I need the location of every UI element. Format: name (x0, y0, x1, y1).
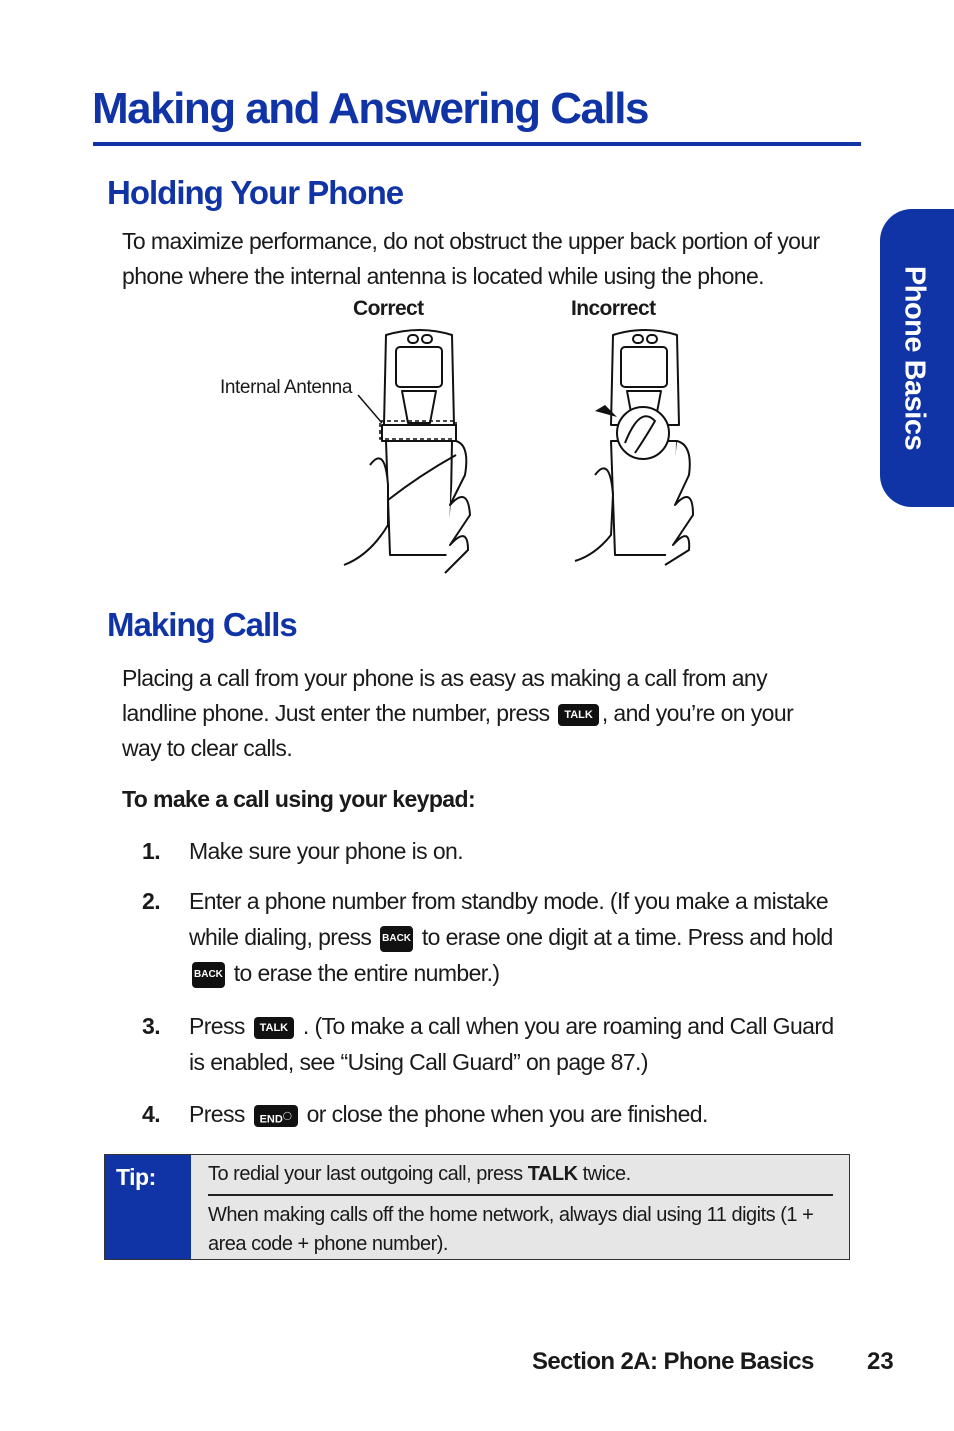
step-text-part: or close the phone when you are finished. (306, 1101, 708, 1127)
step-text-part: Enter a phone number from standby mode. (If you make a mistake while dialing, press (189, 888, 829, 950)
step-4 (142, 1096, 842, 1132)
tip-divider (208, 1194, 833, 1196)
step-text-part: Press (189, 1101, 245, 1127)
back-key-icon: BACK (380, 926, 413, 952)
keypad-instructions-lead: To make a call using your keypad: (122, 786, 476, 812)
tip-line-1 (208, 1160, 836, 1189)
tip-label-cell (105, 1155, 191, 1259)
tip-line-2: When making calls off the home network, always dial using 11 digits (1 + area code + phone number). (208, 1204, 814, 1255)
tip-text: twice. (582, 1163, 631, 1185)
step-3 (142, 1008, 842, 1080)
footer-page-number: 23 (867, 1348, 894, 1375)
making-calls-body-start: Placing a call from your phone is as easy as making a call from any landline phone. Just enter the number, press (122, 665, 768, 726)
step-text-part: to erase the entire number.) (233, 960, 500, 986)
holding-heading: Holding Your Phone (107, 174, 404, 211)
step-number: 4. (142, 1101, 160, 1127)
making-calls-body-end: , and you’re on your way to clear calls. (122, 700, 794, 761)
step-text (189, 1096, 839, 1132)
incorrect-hold-illustration (565, 325, 715, 575)
step-text-part: to erase one digit at a time. Press and hold (421, 924, 833, 950)
step-text-part: . (To make a call when you are roaming and Call Guard is enabled, see “Using Call Guard” on page 87.) (189, 1013, 834, 1075)
correct-hold-illustration (330, 325, 480, 575)
making-calls-heading: Making Calls (107, 606, 297, 643)
talk-key-icon: TALK (254, 1017, 295, 1039)
page-title: Making and Answering Calls (92, 84, 648, 133)
back-key-icon: BACK (192, 962, 225, 988)
tip-box (104, 1154, 850, 1260)
step-text-part: Press (189, 1013, 245, 1039)
side-tab-label: Phone Basics (898, 265, 931, 451)
step-2 (142, 883, 842, 991)
step-text: Make sure your phone is on. (189, 838, 464, 864)
step-number: 3. (142, 1013, 160, 1039)
step-number: 1. (142, 838, 160, 864)
internal-antenna-label: Internal Antenna (220, 377, 352, 398)
talk-key-icon: TALK (558, 704, 599, 726)
tip-text: To redial your last outgoing call, press (208, 1163, 523, 1185)
incorrect-label: Incorrect (571, 297, 656, 320)
step-text (189, 1008, 839, 1080)
making-calls-body (122, 661, 832, 766)
step-1 (142, 833, 842, 869)
correct-label: Correct (353, 297, 424, 320)
end-key-label: END (259, 1113, 283, 1126)
step-number: 2. (142, 888, 160, 914)
title-rule (93, 142, 861, 146)
tip-bold-key: TALK (527, 1163, 578, 1185)
holding-body: To maximize performance, do not obstruct the upper back portion of your phone where the internal antenna is located while using the phone. (122, 228, 820, 289)
tip-label: Tip: (116, 1164, 156, 1190)
step-text (189, 883, 839, 991)
footer-section-title: Section 2A: Phone Basics (532, 1348, 814, 1375)
end-key-icon: END◯ (254, 1105, 298, 1127)
